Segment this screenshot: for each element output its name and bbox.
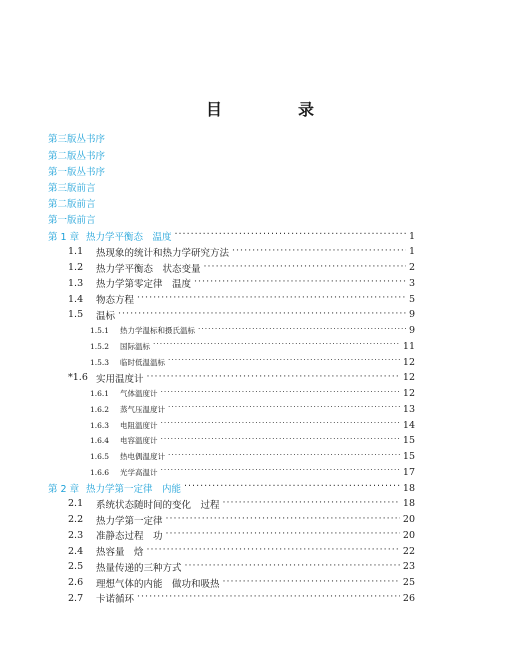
front-matter-item[interactable]: 第二版丛书序 (48, 151, 106, 162)
toc-page-number: 11 (402, 340, 415, 352)
page-title: 目 录 (205, 100, 344, 119)
dot-leader (147, 371, 400, 385)
toc-page-number: 18 (402, 482, 415, 494)
toc-title: 热容量 焓 (96, 547, 144, 558)
toc-number: 1.6.2 (90, 404, 110, 414)
dot-leader (168, 355, 400, 369)
toc-page-number: 20 (402, 514, 415, 525)
toc-title: 热量传递的三种方式 (96, 562, 182, 574)
dot-leader (147, 544, 400, 558)
toc-number: 1.6.4 (90, 436, 110, 446)
toc-page-number: 13 (402, 403, 415, 415)
dot-leader (204, 261, 406, 275)
toc-number: 1.2 (68, 262, 84, 273)
toc-page-number: 9 (408, 309, 415, 321)
dot-leader (161, 387, 400, 401)
toc-chapter-row[interactable] (48, 229, 415, 243)
toc-page-number: 12 (402, 356, 415, 368)
toc-section-row[interactable] (68, 528, 415, 542)
toc-title: 物态方程 (96, 295, 135, 306)
dot-leader (118, 308, 406, 322)
toc-title: 热力学温标和摄氏温标 (120, 326, 195, 335)
toc-title: 热电偶温度计 (120, 452, 165, 461)
dot-leader (153, 339, 400, 353)
dot-leader (137, 292, 406, 306)
front-matter-item[interactable]: 第二版前言 (48, 199, 96, 210)
toc-title: 蒸气压温度计 (120, 404, 165, 414)
toc-title: 系统状态随时间的变化 过程 (96, 499, 220, 511)
toc-section-row[interactable] (68, 308, 415, 322)
toc-number: 2.2 (68, 514, 84, 525)
toc-title: 热力学第一定律 (96, 515, 163, 527)
dot-leader (223, 497, 400, 511)
toc-subsection-row[interactable] (90, 339, 415, 353)
toc-page-number: 1 (408, 246, 415, 258)
toc-number: 1.5.3 (90, 357, 110, 367)
toc-subsection-row[interactable] (90, 465, 415, 479)
toc-title: 卡诺循环 (96, 594, 135, 606)
toc-page-number: 3 (408, 277, 415, 289)
toc-page-number: 15 (402, 435, 415, 447)
toc-page-number: 1 (408, 230, 415, 242)
toc-title: 热力学第零定律 温度 (96, 279, 192, 291)
dot-leader (175, 229, 406, 243)
dot-leader (161, 465, 400, 479)
toc-section-row[interactable] (68, 576, 415, 590)
toc-number: 2.7 (68, 592, 84, 604)
toc-title: 准静态过程 功 (96, 531, 163, 543)
toc-subsection-row[interactable] (90, 434, 415, 448)
toc-section-row[interactable] (68, 560, 415, 574)
toc-title: 光学高温计 (120, 467, 158, 477)
toc-page-number: 12 (402, 372, 415, 384)
toc-section-row[interactable] (68, 261, 415, 275)
toc-number: 1.1 (68, 246, 84, 258)
dot-leader (185, 560, 400, 574)
toc-section-row[interactable] (68, 276, 415, 290)
toc-subsection-row[interactable] (90, 387, 415, 401)
toc-title: 气体温度计 (120, 389, 158, 398)
toc-number: 2.1 (68, 498, 84, 510)
dot-leader (168, 402, 400, 416)
toc-section-row[interactable] (68, 513, 415, 527)
toc-page-number: 12 (402, 388, 415, 399)
toc-title: 热力学第一定律 内能 (86, 484, 182, 495)
dot-leader (137, 591, 400, 605)
toc-number: 2.5 (68, 561, 84, 573)
toc-number: 第 1 章 (48, 232, 80, 243)
toc-subsection-row[interactable] (90, 355, 415, 369)
front-matter-item[interactable]: 第一版丛书序 (48, 167, 106, 178)
dot-leader (166, 528, 400, 542)
toc-page-number: 25 (402, 577, 415, 588)
toc-number: 1.6.5 (90, 452, 110, 461)
dot-leader (161, 434, 400, 448)
front-matter-item[interactable]: 第三版丛书序 (48, 134, 106, 145)
dot-leader (161, 418, 400, 432)
toc-page-number: 26 (402, 592, 415, 604)
toc-section-row[interactable] (68, 245, 415, 259)
toc-page-number: 15 (402, 451, 415, 462)
dot-leader (198, 324, 406, 338)
toc-page-number: 23 (402, 561, 415, 573)
toc-section-row[interactable] (68, 544, 415, 558)
toc-number: 1.5 (68, 309, 84, 321)
toc-title: 热现象的统计和热力学研究方法 (96, 247, 230, 259)
toc-chapter-row[interactable] (48, 481, 415, 495)
toc-page-number: 9 (408, 325, 415, 336)
toc-page-number: 5 (408, 293, 415, 305)
toc-subsection-row[interactable] (90, 450, 415, 464)
toc-title: 临时低温温标 (120, 357, 165, 367)
toc-number: 第 2 章 (48, 484, 80, 495)
toc-number: 1.5.1 (90, 326, 110, 335)
toc-page-number: 22 (402, 545, 415, 557)
dot-leader (168, 450, 400, 464)
dot-leader (166, 513, 400, 527)
toc-page-number: 14 (402, 419, 415, 431)
toc-number: 1.6.3 (90, 420, 110, 430)
toc-section-row[interactable] (68, 292, 415, 306)
toc-number: 1.4 (68, 293, 84, 305)
toc-number: *1.6 (68, 372, 88, 384)
toc-number: 1.6.1 (90, 389, 110, 398)
toc-title: 实用温度计 (96, 373, 144, 385)
toc-number: 1.5.2 (90, 341, 110, 351)
toc-number: 1.6.6 (90, 467, 110, 477)
front-matter-item[interactable]: 第三版前言 (48, 183, 96, 194)
toc-title: 温标 (96, 310, 116, 322)
toc-page-number: 20 (402, 529, 415, 541)
dot-leader (194, 276, 406, 290)
toc-title: 电阻温度计 (120, 420, 158, 430)
dot-leader (184, 481, 400, 495)
toc-title: 理想气体的内能 做功和吸热 (96, 578, 220, 590)
toc-section-row[interactable] (68, 371, 415, 385)
toc-number: 2.3 (68, 529, 84, 541)
toc-section-row[interactable] (68, 591, 415, 605)
toc-section-row[interactable] (68, 497, 415, 511)
toc-subsection-row[interactable] (90, 418, 415, 432)
front-matter-item[interactable]: 第一版前言 (48, 215, 96, 226)
toc-number: 2.6 (68, 577, 84, 588)
toc-title: 热力学平衡态 温度 (86, 232, 172, 243)
toc-page-number: 2 (408, 262, 415, 273)
toc-subsection-row[interactable] (90, 402, 415, 416)
toc-number: 1.3 (68, 277, 84, 289)
toc-number: 2.4 (68, 545, 84, 557)
toc-title: 热力学平衡态 状态变量 (96, 263, 201, 275)
toc-page-number: 18 (402, 498, 415, 510)
dot-leader (232, 245, 406, 259)
toc-subsection-row[interactable] (90, 324, 415, 338)
dot-leader (223, 576, 400, 590)
toc-title: 电容温度计 (120, 436, 158, 446)
toc-page-number: 17 (402, 466, 415, 478)
toc-title: 国际温标 (120, 341, 150, 351)
